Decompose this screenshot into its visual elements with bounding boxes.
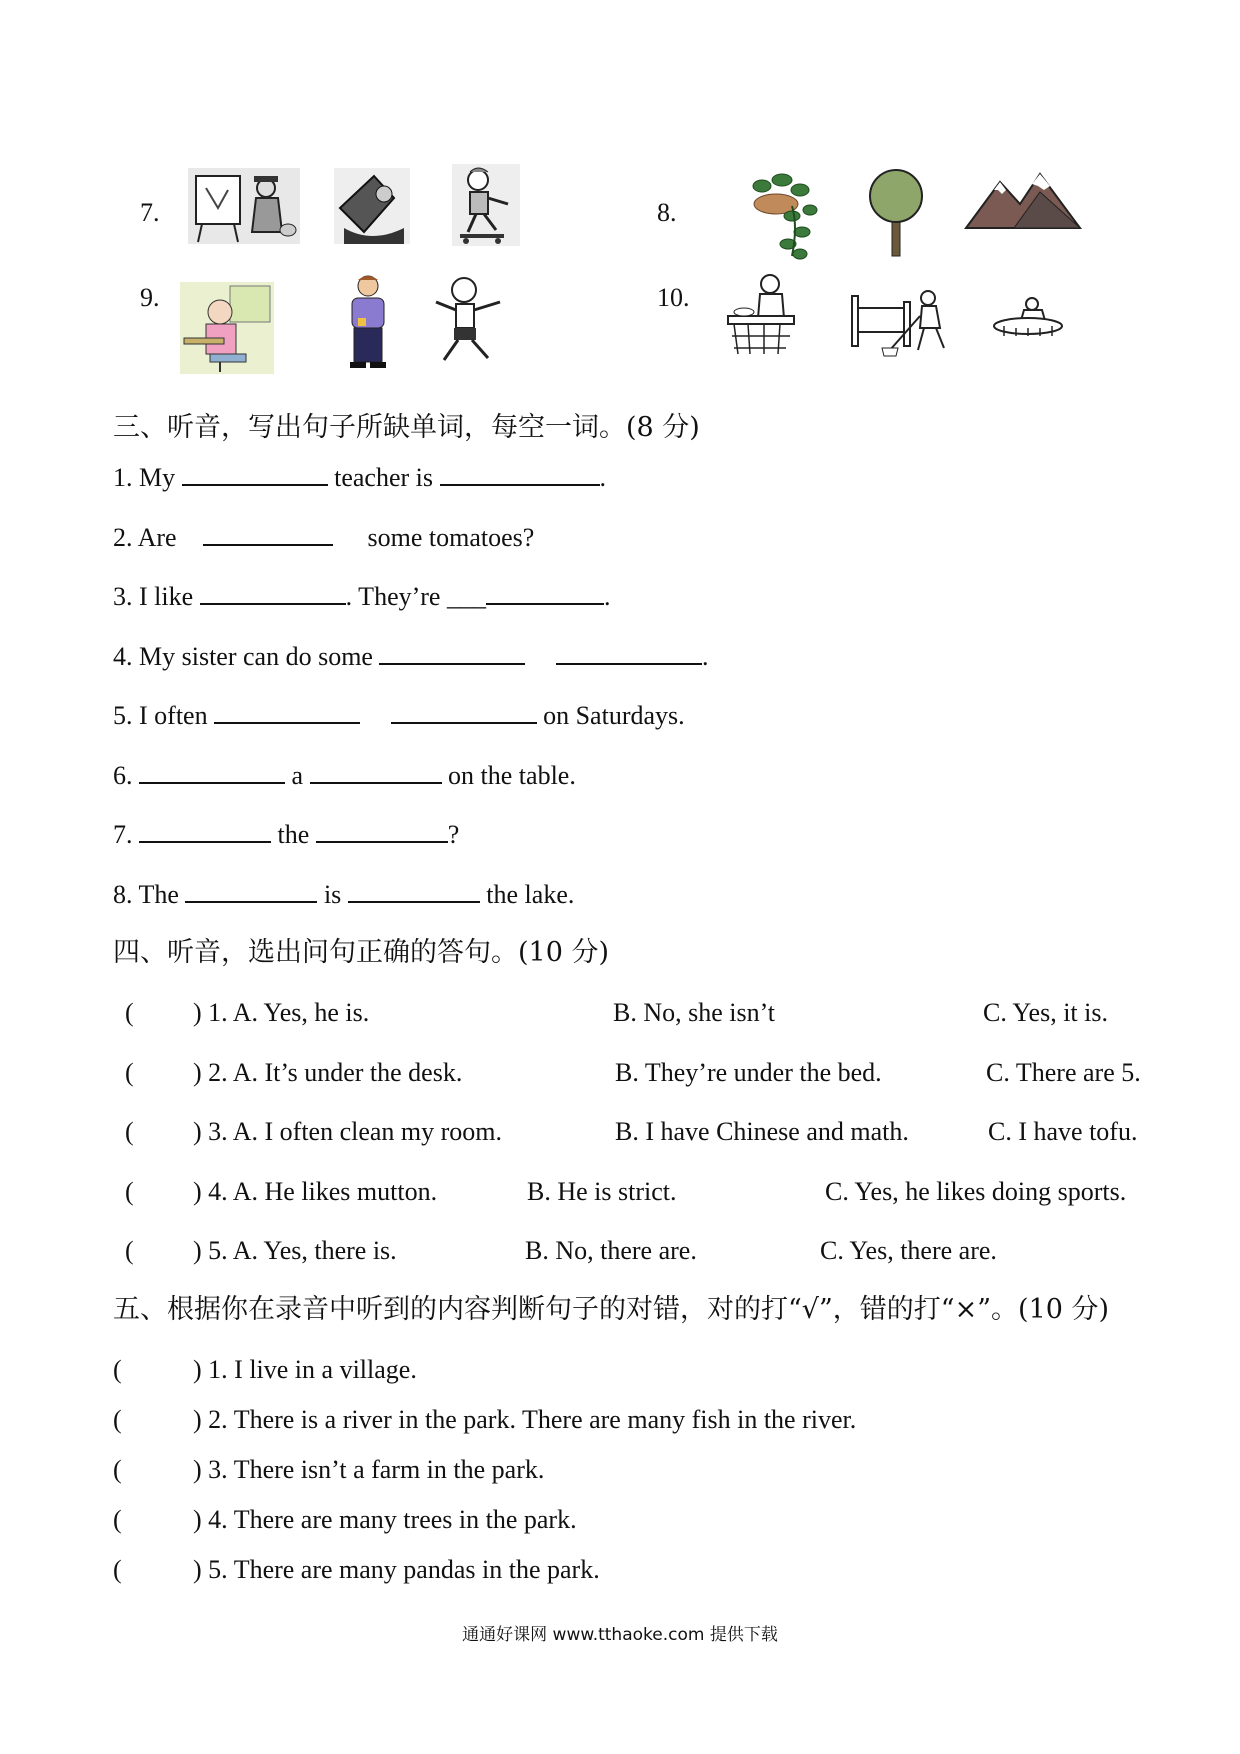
- q7-number: 7.: [140, 198, 160, 227]
- s5-row5-paren: (: [113, 1555, 122, 1584]
- answer-blank[interactable]: [203, 522, 333, 546]
- q9-number: 9.: [140, 283, 160, 312]
- answer-blank[interactable]: [316, 819, 448, 843]
- person-in-cap-icon: [334, 168, 410, 244]
- s5-row2-paren: (: [113, 1405, 122, 1434]
- s3-q8: 8. The is the lake.: [113, 880, 575, 909]
- s4-row5-paren: (: [125, 1236, 134, 1265]
- painter-at-easel-icon: [188, 168, 300, 244]
- tree-icon: [868, 168, 924, 258]
- s4-row2-paren: (: [125, 1058, 134, 1087]
- s4-row4-option-a: ) 4. A. He likes mutton.: [193, 1177, 438, 1206]
- s4-row3-paren: (: [125, 1117, 134, 1146]
- s4-row5-option-c: C. Yes, there are.: [820, 1236, 997, 1265]
- s5-row3-statement: ) 3. There isn’t a farm in the park.: [193, 1455, 545, 1484]
- s3-q5: 5. I often on Saturdays.: [113, 701, 685, 730]
- s5-row3-paren: (: [113, 1455, 122, 1484]
- answer-blank[interactable]: [214, 700, 360, 724]
- skateboarder-icon: [452, 164, 520, 246]
- s4-row4-option-c: C. Yes, he likes doing sports.: [825, 1177, 1127, 1206]
- answer-blank[interactable]: [139, 819, 271, 843]
- s5-row2-statement: ) 2. There is a river in the park. There are many fish in the river.: [193, 1405, 857, 1434]
- answer-blank[interactable]: [440, 462, 600, 486]
- q10-number: 10.: [657, 283, 690, 312]
- mountains-icon: [964, 170, 1082, 230]
- page-footer: 通通好课网 www.tthaoke.com 提供下载: [462, 1625, 778, 1645]
- s4-row3-option-a: ) 3. A. I often clean my room.: [193, 1117, 503, 1146]
- woman-at-desk-icon: [180, 282, 274, 374]
- s4-row3-option-c: C. I have tofu.: [988, 1117, 1138, 1146]
- answer-blank[interactable]: [185, 879, 317, 903]
- s3-q7: 7. the ?: [113, 820, 460, 849]
- s5-row5-statement: ) 5. There are many pandas in the park.: [193, 1555, 600, 1584]
- running-boy-icon: [428, 274, 512, 366]
- answer-blank[interactable]: [556, 641, 702, 665]
- s4-row1-option-a: ) 1. A. Yes, he is.: [193, 998, 370, 1027]
- woman-cooking-icon: [724, 272, 808, 358]
- tall-man-icon: [340, 274, 396, 370]
- s4-row5-option-a: ) 5. A. Yes, there is.: [193, 1236, 397, 1265]
- s5-row4-paren: (: [113, 1505, 122, 1534]
- answer-blank[interactable]: [379, 641, 525, 665]
- s5-row4-statement: ) 4. There are many trees in the park.: [193, 1505, 577, 1534]
- s4-row1-paren: (: [125, 998, 134, 1027]
- s3-q6: 6. a on the table.: [113, 761, 576, 790]
- s4-row5-option-b: B. No, there are.: [525, 1236, 697, 1265]
- answer-blank[interactable]: [348, 879, 480, 903]
- answer-blank[interactable]: [182, 462, 328, 486]
- s4-row1-option-c: C. Yes, it is.: [983, 998, 1108, 1027]
- potted-plant-icon: [748, 166, 818, 262]
- answer-blank[interactable]: [139, 760, 285, 784]
- s4-row1-option-b: B. No, she isn’t: [613, 998, 776, 1027]
- s4-row4-paren: (: [125, 1177, 134, 1206]
- answer-blank[interactable]: [310, 760, 442, 784]
- s5-row1-paren: (: [113, 1355, 122, 1384]
- s4-row2-option-c: C. There are 5.: [986, 1058, 1141, 1087]
- s4-row2-option-a: ) 2. A. It’s under the desk.: [193, 1058, 463, 1087]
- q8-number: 8.: [657, 198, 677, 227]
- s5-row1-statement: ) 1. I live in a village.: [193, 1355, 417, 1384]
- answer-blank[interactable]: [391, 700, 537, 724]
- section4-title: 四、听音，选出问句正确的答句。(10 分): [113, 937, 610, 968]
- s4-row2-option-b: B. They’re under the bed.: [615, 1058, 882, 1087]
- s4-row4-option-b: B. He is strict.: [527, 1177, 677, 1206]
- s3-q4: 4. My sister can do some .: [113, 642, 709, 671]
- answer-blank[interactable]: [486, 581, 604, 605]
- washing-icon: [990, 296, 1068, 338]
- s3-q3: 3. I like . They’re ___ .: [113, 582, 611, 611]
- answer-blank[interactable]: [200, 581, 346, 605]
- s3-q1: 1. My teacher is .: [113, 463, 607, 492]
- s3-q2: 2. Are some tomatoes?: [113, 523, 535, 552]
- section3-title: 三、听音，写出句子所缺单词，每空一词。(8 分): [113, 412, 700, 443]
- bed-sweeping-icon: [850, 288, 950, 358]
- section5-title: 五、根据你在录音中听到的内容判断句子的对错，对的打“√”，错的打“×”。(10 分): [113, 1294, 1110, 1325]
- s4-row3-option-b: B. I have Chinese and math.: [615, 1117, 909, 1146]
